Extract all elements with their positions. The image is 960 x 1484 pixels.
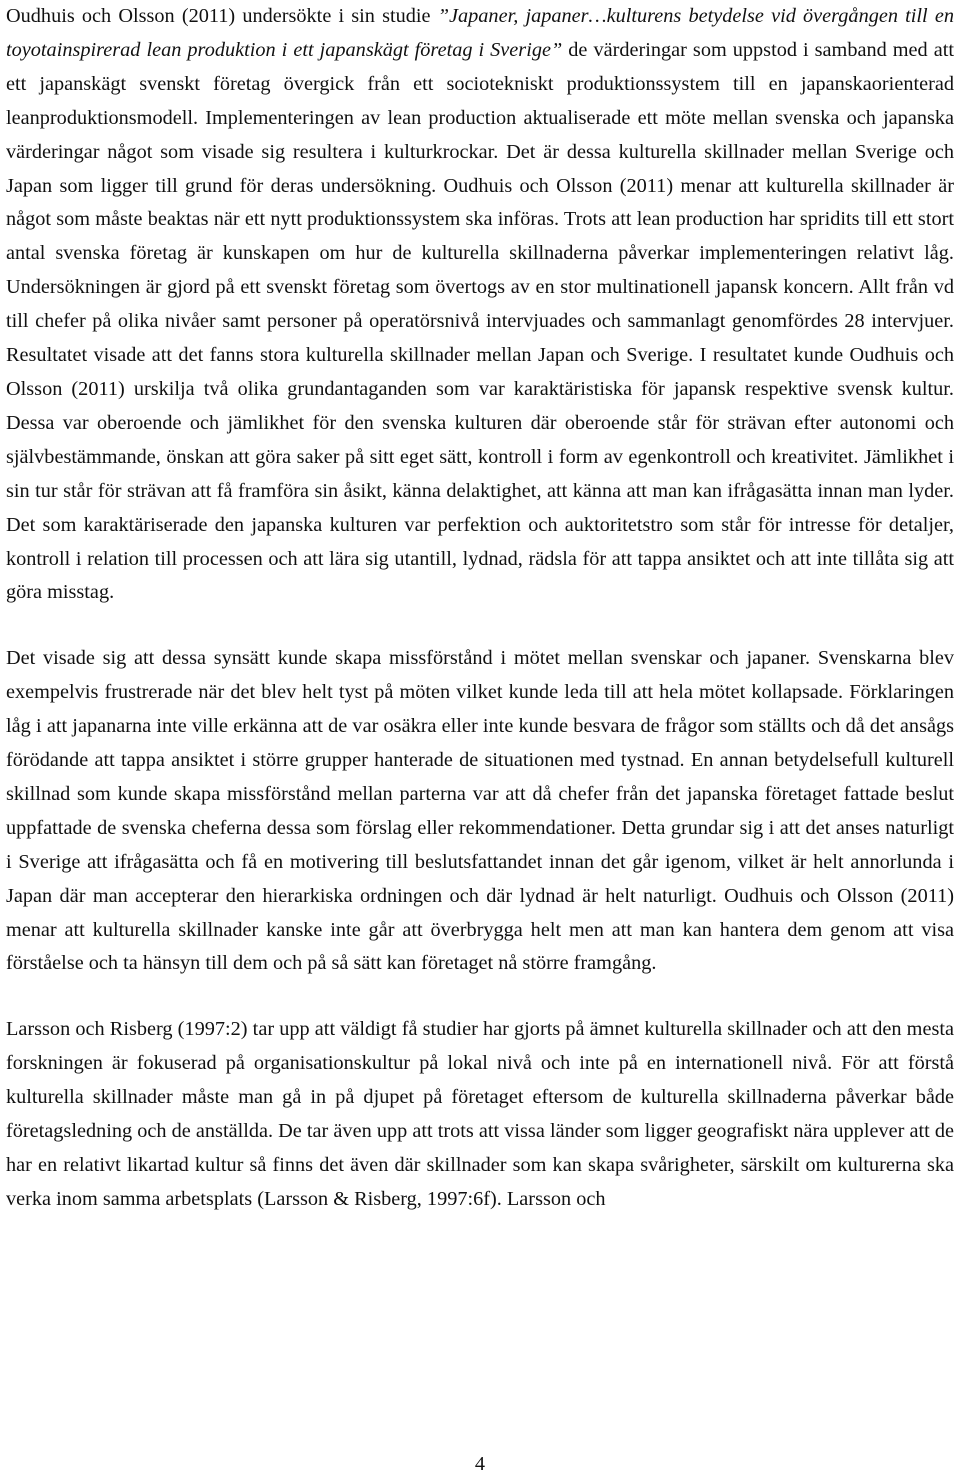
- paragraph-3: Larsson och Risberg (1997:2) tar upp att väldigt få studier har gjorts på ämnet kulturella skillnader och att den mesta forskningen är fokuserad på organisationskultur på lokal nivå och inte på en internationell nivå. För att förstå kulturella skillnader måste man gå in på djupet på företaget eftersom de kulturella skillnaderna påverkar både företagsledning och de anställda. De tar även upp att trots att vissa länder som ligger geografiskt nära upplever att de har en relativt likartad kultur så finns det även där skillnader som kan skapa svårigheter, särskilt om kulturerna ska verka inom samma arbetsplats (Larsson & Risberg, 1997:6f). Larsson och: [6, 1018, 954, 1210]
- paragraph-1: [6, 0, 954, 610]
- page-number: 4: [474, 1453, 486, 1475]
- paragraph-1-intro: Oudhuis och Olsson (2011) undersökte i sin studie: [6, 5, 438, 27]
- document-page: [6, 0, 954, 1217]
- paragraph-2: Det visade sig att dessa synsätt kunde skapa missförstånd i mötet mellan svenskar och japaner. Svenskarna blev exempelvis frustrerade när det blev helt tyst på möten vilket kunde leda till att hela mötet kollapsade. Förklaringen låg i att japanarna inte ville erkänna att de var osäkra eller inte kunde besvara de frågor som ställts och då det ansågs förödande att tappa ansiktet i större grupper hanterade de situationen med tystnad. En annan betydelsefull kulturell skillnad som kunde skapa missförstånd mellan parterna var att då chefer från det japanska företaget fattade beslut uppfattade de svenska cheferna dessa som förslag eller rekommendationer. Detta grundar sig i att det anses naturligt i Sverige att ifrågasätta och få en motivering till beslutsfattandet innan det går igenom, vilket är helt annorlunda i Japan där man accepterar den hierarkiska ordningen och där lydnad är helt naturligt. Oudhuis och Olsson (2011) menar att kulturella skillnader kanske inte går att överbrygga helt men att man kan hantera dem genom att visa förståelse och ta hänsyn till dem och på så sätt kan företaget nå större framgång.: [6, 647, 954, 975]
- paragraph-1-body: de värderingar som uppstod i samband med att ett japanskägt svenskt företag övergick från ett sociotekniskt produktionssystem till en japanskaorienterad leanproduktionsmodell. Implementeringen av lean production aktualiserade ett möte mellan svenska och japanska värderingar något som visade sig resultera i kulturkrockar. Det är dessa kulturella skillnader mellan Sverige och Japan som ligger till grund för deras undersökning. Oudhuis och Olsson (2011) menar att kulturella skillnader är något som måste beaktas när ett nytt produktionssystem ska införas. Trots att lean production har spridits till ett stort antal svenska företag är kunskapen om hur de kulturella skillnaderna påverkar implementeringen relativt låg. Undersökningen är gjord på ett svenskt företag som övertogs av en stor multinationell japansk koncern. Allt från vd till chefer på olika nivåer samt personer på operatörsnivå intervjuades och sammanlagt genomfördes 28 intervjuer. Resultatet visade att det fanns stora kulturella skillnader mellan Japan och Sverige. I resultatet kunde Oudhuis och Olsson (2011) urskilja två olika grundantaganden som var karaktäristiska för japansk respektive svensk kultur. Dessa var oberoende och jämlikhet för den svenska kulturen där oberoende står för strävan efter autonomi och självbestämmande, önskan att göra saker på sitt eget sätt, kontroll i form av egenkontroll och kreativitet. Jämlikhet i sin tur står för strävan att få framföra sin åsikt, känna delaktighet, att känna att man kan ifrågasätta innan man lyder. Det som karaktäriserade den japanska kulturen var perfektion och auktoritetstro som står för intresse för detaljer, kontroll i relation till processen och att lära sig utantill, lydnad, rädsla för att tappa ansiktet och att inte tillåta sig att göra misstag.: [6, 38, 954, 604]
- study-title: ”Japaner, japaner…kulturens betydelse vid övergången till en toyotainspirerad lean produktion i ett japanskägt företag i Sverige”: [6, 5, 954, 61]
